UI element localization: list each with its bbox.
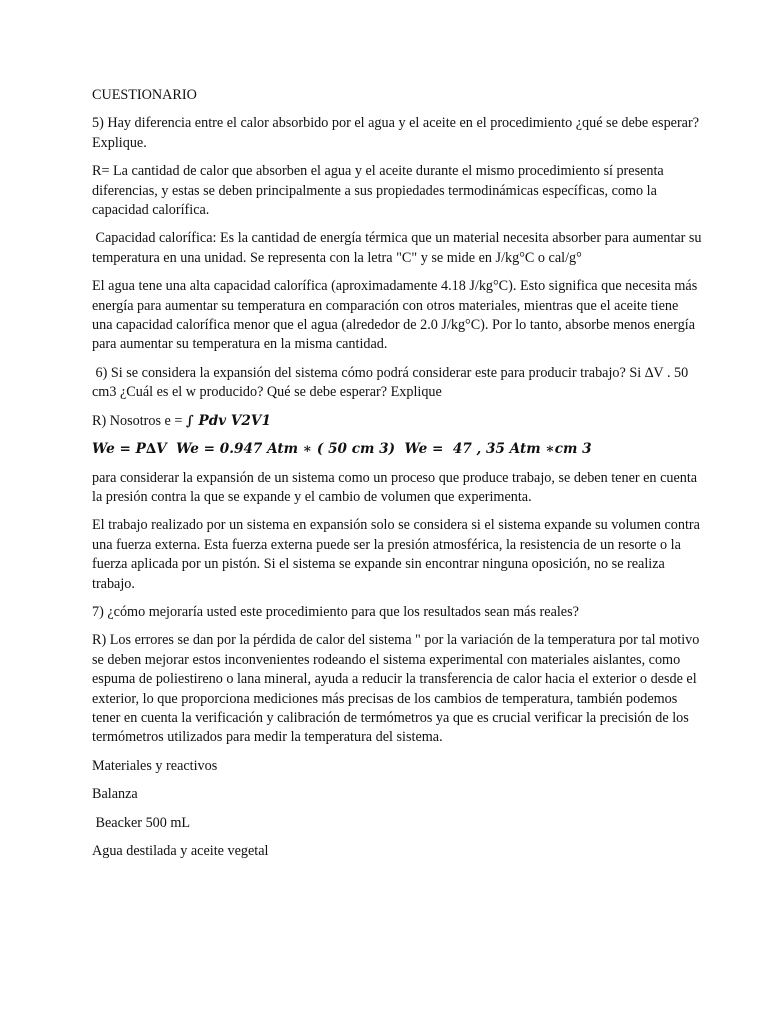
material-item: Beacker 500 mL [92,814,191,831]
integral-expression: ∫ Pdv V2V1 [185,412,271,429]
answer-6-paragraph-a: para considerar la expansión de un sistema como un proceso que produce trabajo, se deben tener en cuenta la presión contra la que se expande y el cambio de volumen que experimenta. [92,469,698,505]
answer-7: R) Los errores se dan por la pérdida de calor del sistema " por la variación de la temperatura por tal motivo se deben mejorar estos inconvenientes rodeando el sistema experimental con materiales aislantes, como espuma de poliestireno o lana mineral, ayuda a reducir la transferencia de calor hacia el exterior o desde el exterior, lo que proporciona mediciones más precisas de los cambios de temperatura, también podemos tener en cuenta la verificación y calibración de termómetros ya que es crucial verificar la precisión de los termómetros utilizados para medir la temperatura del sistema. [92,632,700,746]
answer-6-prefix: R) Nosotros e = [92,412,186,429]
answer-6-paragraph-b: El trabajo realizado por un sistema en expansión solo se considera si el sistema expande su volumen contra una fuerza externa. Esta fuerza externa puede ser la presión atmosférica, la resistencia de un resorte o la fuerza aplicada por un pistón. Si el sistema se expande sin encontrar ninguna oposición, no se realiza trabajo. [92,517,700,592]
material-item: Agua destilada y aceite vegetal [92,843,269,859]
title: CUESTIONARIO [92,87,197,103]
work-equation: We = P∆V We = 0.947 Atm ∗ ( 50 cm 3) We = 47 , 35 Atm ∗cm 3 [92,441,592,458]
heat-capacity-definition: Capacidad calorífica: Es la cantidad de energía térmica que un material necesita absorber para aumentar su temperatura en una unidad. Se representa con la letra "C" y se mide en J/kg°C o cal/g° [92,230,706,266]
question-6: 6) Si se considera la expansión del sistema cómo podrá considerar este para producir trabajo? Si ∆V . 50 cm3 ¿Cuál es el w producido? Qué se debe esperar? Explique [92,364,692,401]
document-page [92,86,706,870]
question-5: 5) Hay diferencia entre el calor absorbido por el agua y el aceite en el procedimiento ¿qué se debe esperar? Explique. [92,115,700,151]
material-item: Balanza [92,786,138,803]
question-7: 7) ¿cómo mejoraría usted este procedimiento para que los resultados sean más reales? [92,603,579,620]
materials-heading: Materiales y reactivos [92,757,218,774]
answer-6-integral [92,412,702,431]
answer-5: R= La cantidad de calor que absorben el agua y el aceite durante el mismo procedimiento sí presenta diferencias, y estas se deben principalmente a sus propiedades termodinámicas específicas, como la capacidad calorífica. [92,163,664,219]
water-oil-paragraph: El agua tene una alta capacidad calorífica (aproximadamente 4.18 J/kg°C). Esto significa que necesita más energía para aumentar su temperatura en comparación con otros materiales, mientras que el aceite tiene una capacidad calorífica menor que el agua (alrededor de 2.0 J/kg°C). Por lo tanto, absorbe menos energía para aumentar su temperatura en la misma cantidad. [92,278,698,353]
